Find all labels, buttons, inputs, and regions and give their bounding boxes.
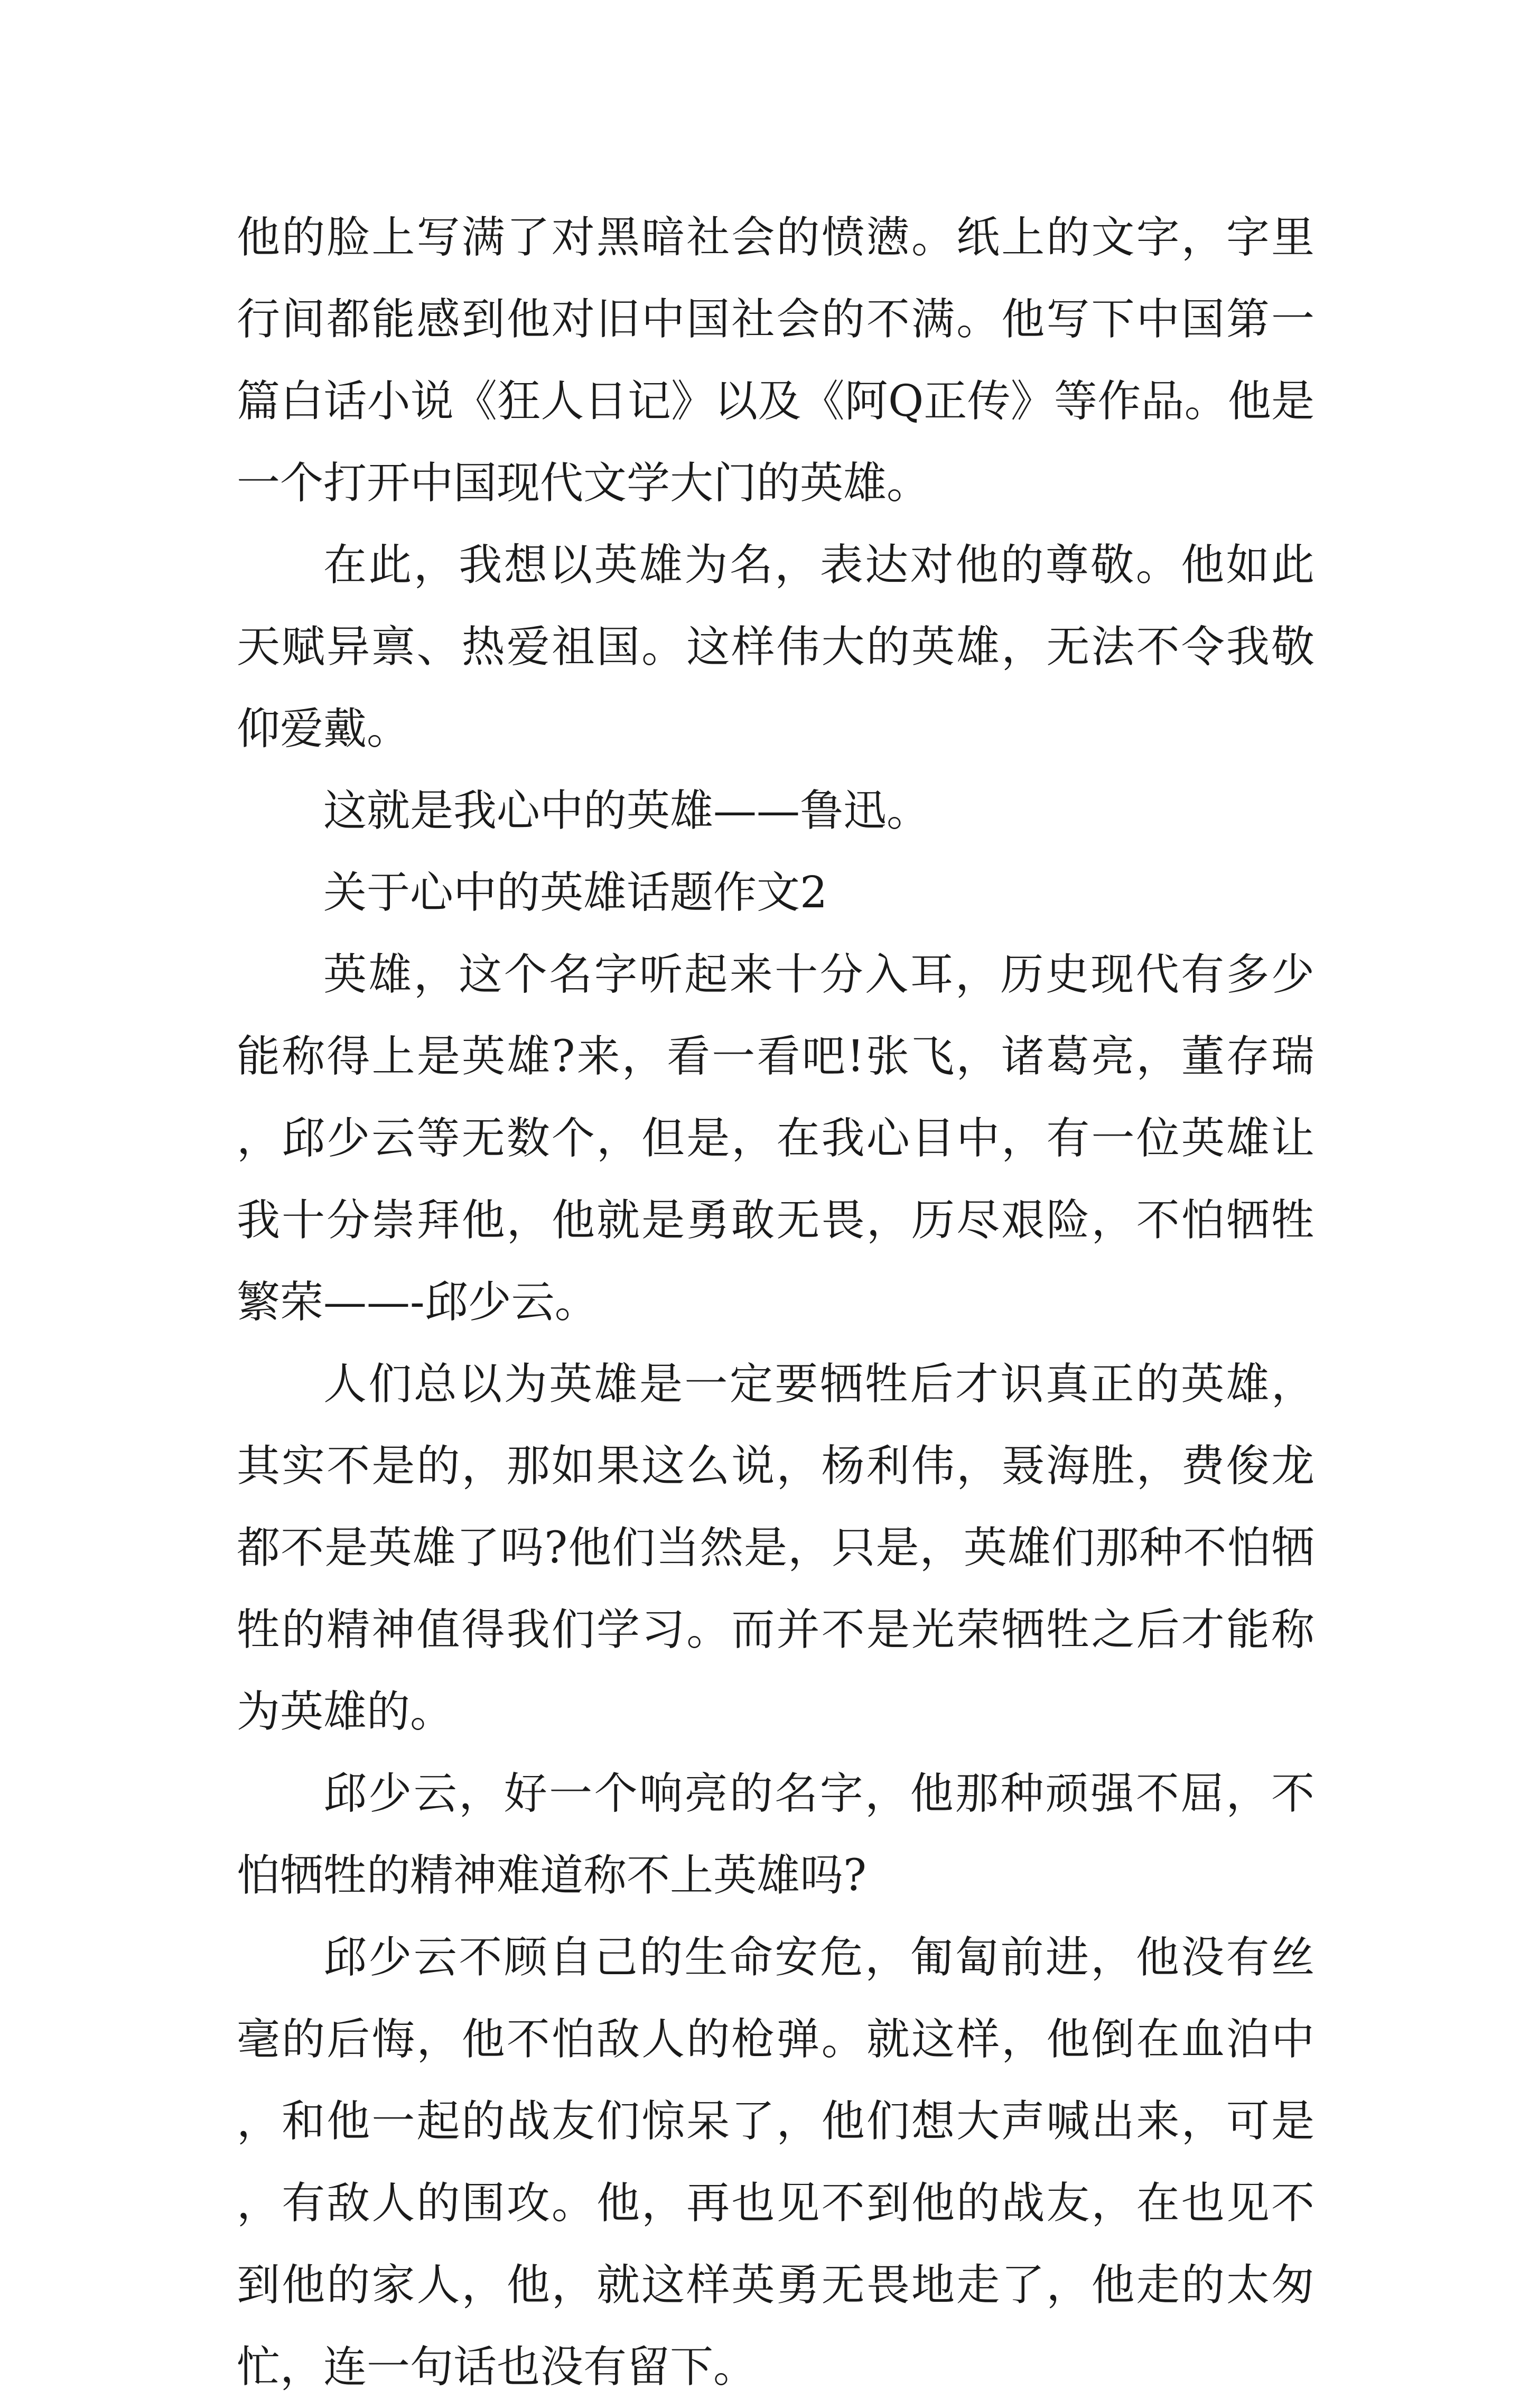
section-heading: 关于心中的英雄话题作文2 — [323, 868, 828, 918]
paragraph: 在此，我想以英雄为名，表达对他的尊敬。他如此天赋异禀、热爱祖国。这样伟大的英雄，无法不令我敬仰爱戴。 — [237, 540, 1314, 754]
paragraph: 邱少云不顾自己的生命安危，匍匐前进，他没有丝毫的后悔，他不怕敌人的枪弹。就这样，他倒在血泊中，和他一起的战友们惊呆了，他们想大声喊出来，可是，有敌人的围攻。他，再也见不到他的战友，在也见不到他的家人，他，就这样英勇无畏地走了，他走的太匆忙，连一句话也没有留下。 — [237, 1932, 1314, 2392]
paragraph: 邱少云，好一个响亮的名字，他那种顽强不屈，不怕牺牲的精神难道称不上英雄吗? — [237, 1769, 1314, 1901]
paragraph: 英雄，这个名字听起来十分入耳，历史现代有多少能称得上是英雄?来，看一看吧!张飞，诸葛亮，董存瑞，邱少云等无数个，但是，在我心目中，有一位英雄让我十分崇拜他，他就是勇敢无畏，历尽艰险，不怕牺牲繁荣——-邱少云。 — [237, 950, 1314, 1327]
paragraph-continued: 他的脸上写满了对黑暗社会的愤懑。纸上的文字，字里行间都能感到他对旧中国社会的不满。他写下中国第一篇白话小说《狂人日记》以及《阿Q正传》等作品。他是一个打开中国现代文学大门的英雄。 — [237, 212, 1314, 508]
paragraph: 这就是我心中的英雄——鲁迅。 — [323, 786, 930, 836]
paragraph: 人们总以为英雄是一定要牺牲后才识真正的英雄，其实不是的，那如果这么说，杨利伟，聂海胜，费俊龙都不是英雄了吗?他们当然是，只是，英雄们那种不怕牺牲的精神值得我们学习。而并不是光荣牺牲之后才能称为英雄的。 — [237, 1359, 1314, 1737]
document-body — [237, 197, 1314, 2408]
